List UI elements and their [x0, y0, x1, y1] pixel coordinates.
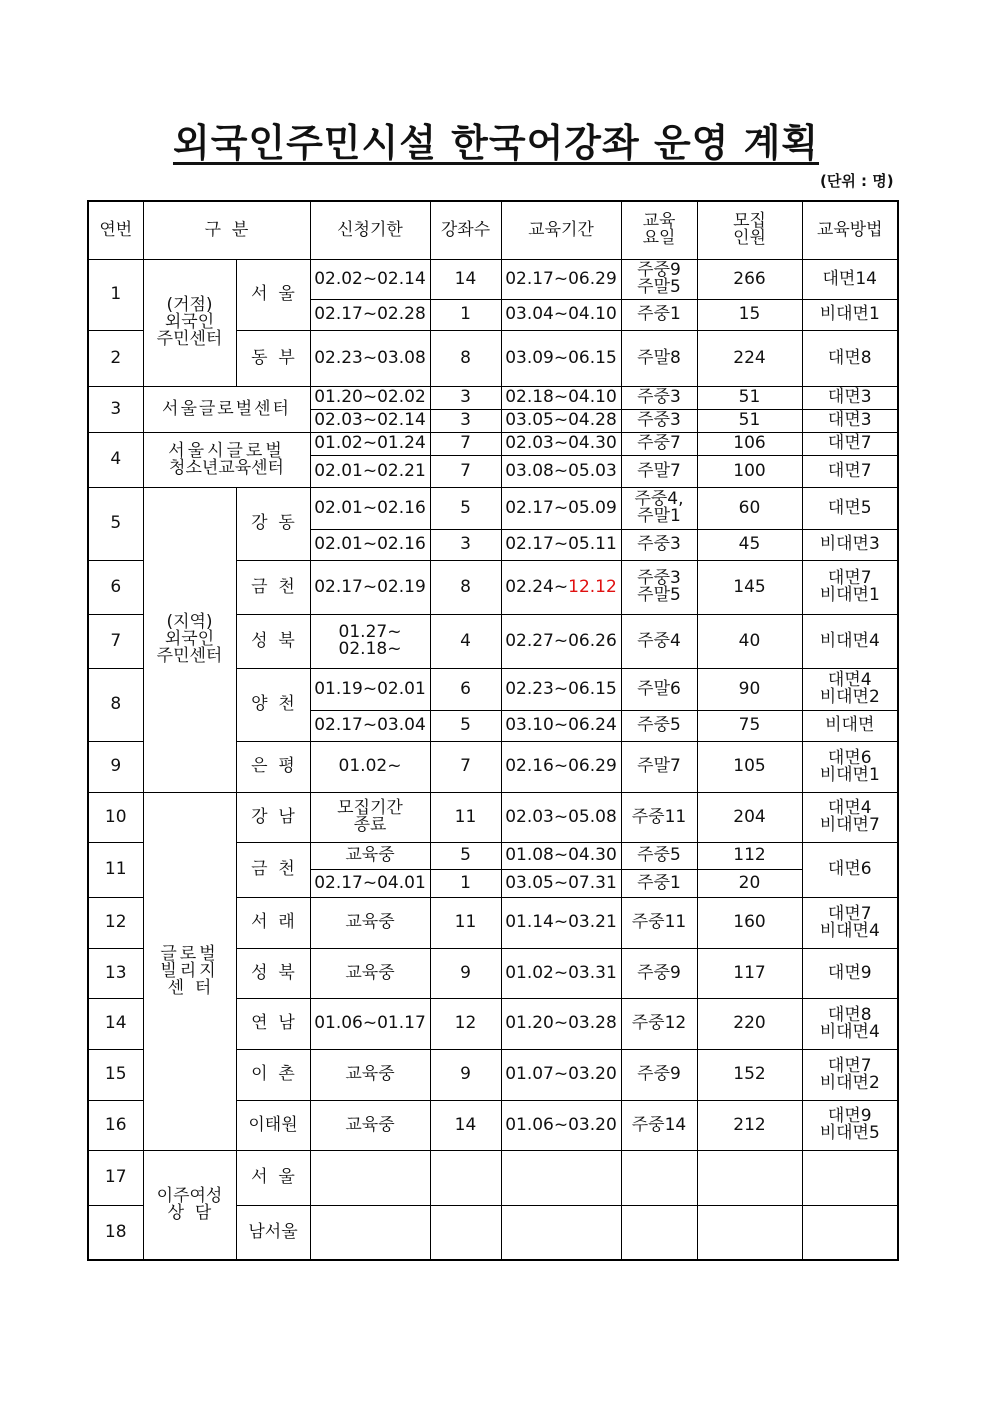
- period-cell: [501, 1205, 621, 1260]
- deadline-cell: 02.23~03.08: [310, 330, 430, 386]
- period-cell: 03.04~04.10: [501, 299, 621, 330]
- row-no: 18: [88, 1205, 143, 1260]
- table-row: [88, 1150, 898, 1205]
- courses-cell: 3: [430, 409, 501, 432]
- recruit-cell: 212: [697, 1100, 802, 1150]
- recruit-cell: 220: [697, 998, 802, 1049]
- method-cell: 대면8: [802, 330, 898, 386]
- place-cell: 남서울: [236, 1205, 310, 1260]
- place-cell: 서 울: [236, 1150, 310, 1205]
- courses-cell: 1: [430, 299, 501, 330]
- method-cell: 대면4 비대면7: [802, 792, 898, 842]
- page-title: 외국인주민시설 한국어강좌 운영 계획: [172, 121, 820, 165]
- table-row: [88, 792, 898, 842]
- courses-cell: 3: [430, 386, 501, 409]
- courses-cell: 14: [430, 259, 501, 299]
- deadline-cell: 02.17~04.01: [310, 869, 430, 897]
- unit-label: (단위 : 명): [820, 172, 894, 190]
- deadline-cell: 01.02~: [310, 741, 430, 792]
- row-no: 12: [88, 897, 143, 948]
- row-no: 10: [88, 792, 143, 842]
- period-cell: 01.14~03.21: [501, 897, 621, 948]
- place-cell: 연 남: [236, 998, 310, 1049]
- header-courses: 강좌수: [430, 201, 501, 259]
- deadline-cell: 02.01~02.16: [310, 529, 430, 560]
- deadline-cell: 교육중: [310, 1100, 430, 1150]
- recruit-cell: 105: [697, 741, 802, 792]
- place-cell: 서 래: [236, 897, 310, 948]
- days-cell: 주중11: [621, 792, 697, 842]
- period-cell: 02.23~06.15: [501, 668, 621, 710]
- recruit-cell: 20: [697, 869, 802, 897]
- courses-cell: 5: [430, 487, 501, 529]
- row-no: 3: [88, 386, 143, 432]
- period-cell: 02.27~06.26: [501, 614, 621, 668]
- courses-cell: 3: [430, 529, 501, 560]
- courses-cell: 1: [430, 869, 501, 897]
- recruit-cell: 152: [697, 1049, 802, 1100]
- place-cell: 서 울: [236, 259, 310, 330]
- courses-cell: 4: [430, 614, 501, 668]
- courses-cell: 9: [430, 1049, 501, 1100]
- period-cell: 03.08~05.03: [501, 455, 621, 487]
- recruit-cell: 204: [697, 792, 802, 842]
- period-cell: 02.17~06.29: [501, 259, 621, 299]
- method-cell: 대면7: [802, 432, 898, 455]
- place-cell: 강 동: [236, 487, 310, 560]
- period-cell: 02.18~04.10: [501, 386, 621, 409]
- deadline-cell: 02.03~02.14: [310, 409, 430, 432]
- period-cell: 01.07~03.20: [501, 1049, 621, 1100]
- courses-cell: 12: [430, 998, 501, 1049]
- table-row: [88, 487, 898, 529]
- days-cell: 주중9 주말5: [621, 259, 697, 299]
- header-row: [88, 201, 898, 259]
- method-cell: 대면7 비대면4: [802, 897, 898, 948]
- place-cell: 금 천: [236, 842, 310, 897]
- method-cell: [802, 1205, 898, 1260]
- deadline-cell: 모집기간 종료: [310, 792, 430, 842]
- deadline-cell: 01.20~02.02: [310, 386, 430, 409]
- group-region-center: (지역) 외국인 주민센터: [143, 487, 236, 792]
- row-no: 16: [88, 1100, 143, 1150]
- days-cell: 주중11: [621, 897, 697, 948]
- days-cell: [621, 1205, 697, 1260]
- group-seoul-global-center: 서울글로벌센터: [143, 386, 310, 432]
- course-plan-table: [87, 200, 899, 1261]
- days-cell: 주중9: [621, 1049, 697, 1100]
- courses-cell: [430, 1150, 501, 1205]
- method-cell: 비대면1: [802, 299, 898, 330]
- period-cell: 02.03~05.08: [501, 792, 621, 842]
- row-no: 9: [88, 741, 143, 792]
- method-cell: 대면7: [802, 455, 898, 487]
- header-days: 교육 요일: [621, 201, 697, 259]
- header-deadline: 신청기한: [310, 201, 430, 259]
- period-cell: 01.20~03.28: [501, 998, 621, 1049]
- days-cell: 주중3: [621, 529, 697, 560]
- place-cell: 강 남: [236, 792, 310, 842]
- row-no: 5: [88, 487, 143, 560]
- recruit-cell: 266: [697, 259, 802, 299]
- place-cell: 양 천: [236, 668, 310, 741]
- courses-cell: 7: [430, 432, 501, 455]
- table-row: [88, 259, 898, 299]
- row-no: 2: [88, 330, 143, 386]
- row-no: 15: [88, 1049, 143, 1100]
- row-no: 4: [88, 432, 143, 487]
- recruit-cell: 160: [697, 897, 802, 948]
- period-cell: 02.24~12.12: [501, 560, 621, 614]
- courses-cell: [430, 1205, 501, 1260]
- row-no: 6: [88, 560, 143, 614]
- recruit-cell: 15: [697, 299, 802, 330]
- days-cell: 주말7: [621, 741, 697, 792]
- deadline-cell: 01.27~ 02.18~: [310, 614, 430, 668]
- row-no: 13: [88, 948, 143, 998]
- deadline-cell: 교육중: [310, 948, 430, 998]
- method-cell: 대면3: [802, 386, 898, 409]
- courses-cell: 6: [430, 668, 501, 710]
- place-cell: 이태원: [236, 1100, 310, 1150]
- method-cell: 대면6 비대면1: [802, 741, 898, 792]
- method-cell: 대면14: [802, 259, 898, 299]
- period-cell: 03.05~04.28: [501, 409, 621, 432]
- courses-cell: 7: [430, 455, 501, 487]
- row-no: 8: [88, 668, 143, 741]
- days-cell: 주중14: [621, 1100, 697, 1150]
- period-cell: 01.02~03.31: [501, 948, 621, 998]
- row-no: 17: [88, 1150, 143, 1205]
- period-cell: 03.09~06.15: [501, 330, 621, 386]
- deadline-cell: [310, 1205, 430, 1260]
- courses-cell: 7: [430, 741, 501, 792]
- courses-cell: 5: [430, 842, 501, 869]
- method-cell: 대면5: [802, 487, 898, 529]
- days-cell: 주중3: [621, 409, 697, 432]
- method-cell: [802, 1150, 898, 1205]
- courses-cell: 5: [430, 710, 501, 741]
- period-cell: 01.06~03.20: [501, 1100, 621, 1150]
- period-cell: [501, 1150, 621, 1205]
- place-cell: 금 천: [236, 560, 310, 614]
- deadline-cell: 교육중: [310, 842, 430, 869]
- period-cell: 03.05~07.31: [501, 869, 621, 897]
- method-cell: 대면8 비대면4: [802, 998, 898, 1049]
- deadline-cell: 02.02~02.14: [310, 259, 430, 299]
- method-cell: 비대면4: [802, 614, 898, 668]
- place-cell: 성 북: [236, 614, 310, 668]
- recruit-cell: 60: [697, 487, 802, 529]
- days-cell: 주중1: [621, 869, 697, 897]
- row-no: 7: [88, 614, 143, 668]
- recruit-cell: [697, 1150, 802, 1205]
- days-cell: 주말7: [621, 455, 697, 487]
- days-cell: 주말6: [621, 668, 697, 710]
- header-method: 교육방법: [802, 201, 898, 259]
- recruit-cell: [697, 1205, 802, 1260]
- days-cell: 주중4: [621, 614, 697, 668]
- recruit-cell: 45: [697, 529, 802, 560]
- recruit-cell: 40: [697, 614, 802, 668]
- deadline-cell: 01.19~02.01: [310, 668, 430, 710]
- header-period: 교육기간: [501, 201, 621, 259]
- period-cell: 02.03~04.30: [501, 432, 621, 455]
- recruit-cell: 51: [697, 386, 802, 409]
- days-cell: 주중4, 주말1: [621, 487, 697, 529]
- deadline-cell: [310, 1150, 430, 1205]
- place-cell: 성 북: [236, 948, 310, 998]
- period-cell: 02.16~06.29: [501, 741, 621, 792]
- table-row: [88, 386, 898, 409]
- place-cell: 동 부: [236, 330, 310, 386]
- row-no: 11: [88, 842, 143, 897]
- recruit-cell: 90: [697, 668, 802, 710]
- days-cell: 주중5: [621, 842, 697, 869]
- days-cell: 주중5: [621, 710, 697, 741]
- recruit-cell: 51: [697, 409, 802, 432]
- deadline-cell: 01.02~01.24: [310, 432, 430, 455]
- period-cell: 02.17~05.11: [501, 529, 621, 560]
- recruit-cell: 224: [697, 330, 802, 386]
- group-global-village-center: 글로벌 빌리지 센 터: [143, 792, 236, 1150]
- header-recruit: 모집 인원: [697, 201, 802, 259]
- table-row: [88, 432, 898, 455]
- period-cell: 01.08~04.30: [501, 842, 621, 869]
- row-no: 1: [88, 259, 143, 330]
- days-cell: 주중3: [621, 386, 697, 409]
- courses-cell: 14: [430, 1100, 501, 1150]
- courses-cell: 11: [430, 897, 501, 948]
- header-no: 연번: [88, 201, 143, 259]
- deadline-cell: 교육중: [310, 897, 430, 948]
- method-cell: 비대면: [802, 710, 898, 741]
- method-cell: 대면3: [802, 409, 898, 432]
- place-cell: 은 평: [236, 741, 310, 792]
- method-cell: 대면9 비대면5: [802, 1100, 898, 1150]
- method-cell: 대면7 비대면1: [802, 560, 898, 614]
- days-cell: 주말8: [621, 330, 697, 386]
- method-cell: 대면6: [802, 842, 898, 897]
- group-hub-center: (거점) 외국인 주민센터: [143, 259, 236, 386]
- highlighted-end-date: 12.12: [568, 576, 617, 597]
- days-cell: 주중3 주말5: [621, 560, 697, 614]
- recruit-cell: 112: [697, 842, 802, 869]
- deadline-cell: 02.01~02.21: [310, 455, 430, 487]
- days-cell: 주중12: [621, 998, 697, 1049]
- deadline-cell: 02.17~02.28: [310, 299, 430, 330]
- group-migrant-women-counseling: 이주여성 상 담: [143, 1150, 236, 1260]
- deadline-cell: 02.17~02.19: [310, 560, 430, 614]
- method-cell: 대면7 비대면2: [802, 1049, 898, 1100]
- courses-cell: 8: [430, 560, 501, 614]
- courses-cell: 11: [430, 792, 501, 842]
- deadline-cell: 교육중: [310, 1049, 430, 1100]
- courses-cell: 9: [430, 948, 501, 998]
- days-cell: [621, 1150, 697, 1205]
- period-cell: 02.17~05.09: [501, 487, 621, 529]
- days-cell: 주중7: [621, 432, 697, 455]
- deadline-cell: 02.17~03.04: [310, 710, 430, 741]
- days-cell: 주중1: [621, 299, 697, 330]
- group-youth-center: 서울시글로벌 청소년교육센터: [143, 432, 310, 487]
- recruit-cell: 100: [697, 455, 802, 487]
- recruit-cell: 145: [697, 560, 802, 614]
- days-cell: 주중9: [621, 948, 697, 998]
- place-cell: 이 촌: [236, 1049, 310, 1100]
- deadline-cell: 01.06~01.17: [310, 998, 430, 1049]
- courses-cell: 8: [430, 330, 501, 386]
- recruit-cell: 106: [697, 432, 802, 455]
- header-category: 구 분: [143, 201, 310, 259]
- period-cell: 03.10~06.24: [501, 710, 621, 741]
- deadline-cell: 02.01~02.16: [310, 487, 430, 529]
- row-no: 14: [88, 998, 143, 1049]
- method-cell: 비대면3: [802, 529, 898, 560]
- method-cell: 대면9: [802, 948, 898, 998]
- recruit-cell: 117: [697, 948, 802, 998]
- recruit-cell: 75: [697, 710, 802, 741]
- method-cell: 대면4 비대면2: [802, 668, 898, 710]
